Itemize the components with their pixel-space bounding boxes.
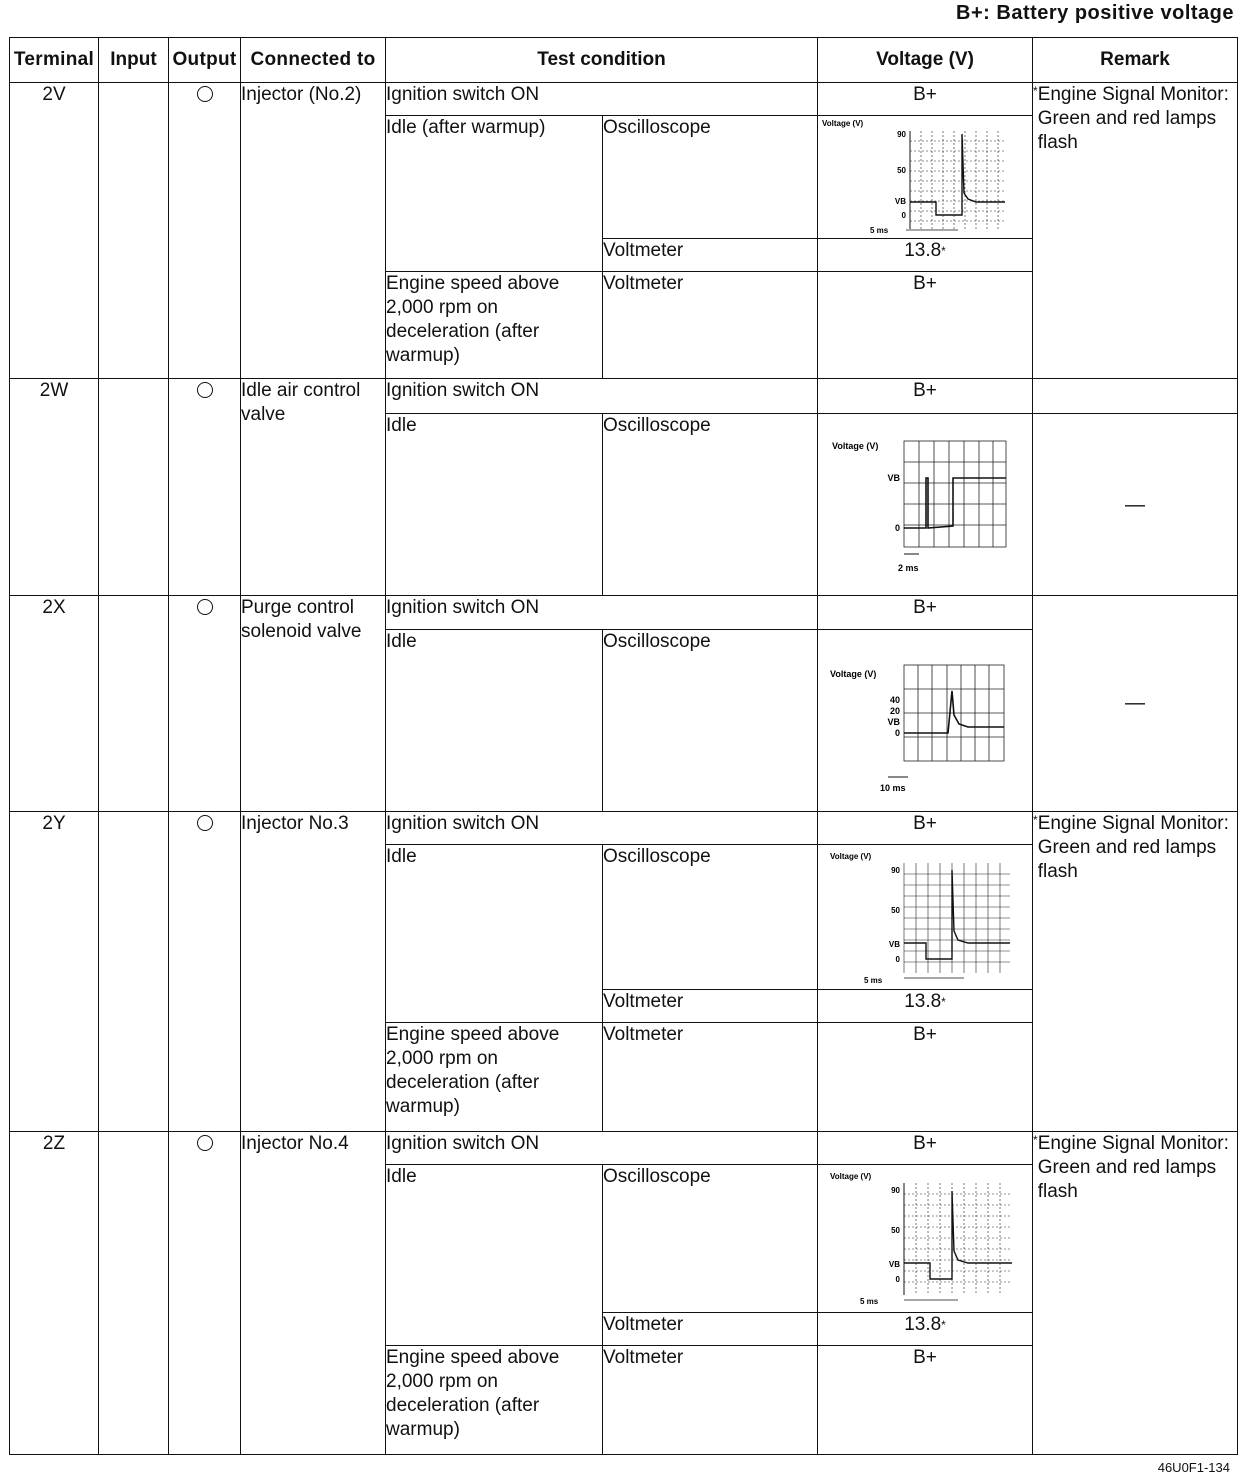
scope-time-label: 10 ms [880, 782, 906, 793]
table-row [10, 83, 1238, 116]
output-cell [169, 596, 241, 811]
terminal-cell: 2Z [10, 1131, 99, 1454]
remark-empty [1033, 378, 1238, 413]
voltage-value: 13.8 [904, 240, 942, 261]
method-voltmeter: Voltmeter [603, 989, 818, 1022]
scope-label-90: 90 [891, 1186, 901, 1196]
injector-waveform-chart [818, 1167, 1033, 1309]
waveform-cell [818, 414, 1033, 596]
purge-waveform-chart [818, 633, 1033, 808]
connected-to-cell: Idle air control valve [241, 378, 386, 595]
output-marker-icon [197, 86, 213, 102]
scope-trace [904, 870, 1010, 959]
output-cell [169, 811, 241, 1131]
method-oscilloscope: Oscilloscope [603, 1164, 818, 1312]
scope-trace [904, 1191, 1012, 1279]
scope-time-label: 5 ms [870, 226, 889, 236]
scope-label-0: 0 [895, 727, 901, 738]
voltage-b-plus: B+ [818, 378, 1033, 413]
scope-time-label: 2 ms [898, 563, 919, 574]
output-cell [169, 378, 241, 595]
input-cell [99, 596, 169, 811]
input-cell [99, 378, 169, 595]
header-row [10, 38, 1238, 83]
remark-cell [1033, 811, 1238, 1131]
voltage-asterisk: * [941, 244, 946, 258]
scope-label-20: 20 [890, 705, 901, 716]
method-voltmeter: Voltmeter [603, 272, 818, 379]
voltage-b-plus: B+ [818, 83, 1033, 116]
condition-idle: Idle [386, 844, 603, 1022]
iac-waveform-chart [818, 417, 1033, 592]
voltage-b-plus: B+ [818, 811, 1033, 844]
scope-label-vb: VB [894, 197, 907, 207]
voltage-b-plus: B+ [818, 596, 1033, 629]
scope-axis-title: Voltage (V) [830, 851, 872, 861]
terminal-cell: 2X [10, 596, 99, 811]
condition-idle: Idle [386, 414, 603, 596]
remark-text: Engine Signal Monitor: Green and red lamps flash [1037, 84, 1229, 153]
remark-asterisk: * [1033, 812, 1038, 827]
connected-to-cell: Injector (No.2) [241, 83, 386, 379]
col-remark: Remark [1033, 38, 1238, 83]
input-cell [99, 1131, 169, 1454]
condition-ignition: Ignition switch ON [386, 811, 818, 844]
scope-label-90: 90 [897, 130, 907, 140]
scope-label-0: 0 [895, 954, 901, 964]
input-cell [99, 83, 169, 379]
table-row [10, 1131, 1238, 1164]
condition-idle-warmup: Idle (after warmup) [386, 116, 603, 272]
table-row [10, 811, 1238, 844]
scope-label-40: 40 [890, 694, 901, 705]
scope-axis-title: Voltage (V) [830, 668, 877, 679]
method-voltmeter: Voltmeter [603, 1312, 818, 1345]
scope-label-0: 0 [895, 523, 901, 534]
scope-label-50: 50 [891, 905, 901, 915]
scope-label-vb: VB [888, 939, 901, 949]
table-row [10, 596, 1238, 629]
voltage-asterisk: * [941, 994, 946, 1009]
output-marker-icon [197, 599, 213, 615]
scope-axis-title: Voltage (V) [832, 441, 879, 452]
condition-deceleration: Engine speed above 2,000 rpm on deceleration (after warmup) [386, 1023, 603, 1132]
scope-axis-title: Voltage (V) [830, 1172, 872, 1182]
scope-time-label: 5 ms [864, 975, 883, 985]
method-voltmeter: Voltmeter [603, 1346, 818, 1455]
voltage-b-plus: B+ [818, 272, 1033, 379]
injector-waveform-chart [818, 117, 1033, 237]
voltage-value: 13.8 [904, 990, 942, 1012]
terminal-cell: 2Y [10, 811, 99, 1131]
method-oscilloscope: Oscilloscope [603, 414, 818, 596]
voltage-reading [818, 989, 1033, 1022]
scope-label-50: 50 [897, 166, 907, 176]
waveform-cell [818, 1164, 1033, 1312]
remark-asterisk: * [1033, 84, 1038, 98]
table-row [10, 378, 1238, 413]
waveform-cell [818, 844, 1033, 989]
scope-axis-title: Voltage (V) [822, 119, 864, 129]
remark-text: Engine Signal Monitor: Green and red lamps flash [1037, 812, 1229, 882]
voltage-asterisk: * [941, 1317, 946, 1332]
voltage-value: 13.8 [904, 1313, 942, 1335]
scope-label-vb: VB [887, 716, 901, 727]
waveform-cell [818, 116, 1033, 239]
condition-ignition: Ignition switch ON [386, 596, 818, 629]
output-marker-icon [197, 382, 213, 398]
output-marker-icon [197, 815, 213, 831]
col-test-condition: Test condition [386, 38, 818, 83]
scope-label-vb: VB [888, 1260, 901, 1270]
method-oscilloscope: Oscilloscope [603, 629, 818, 811]
voltage-b-plus: B+ [818, 1023, 1033, 1132]
remark-cell [1033, 1131, 1238, 1454]
terminal-spec-table [9, 37, 1238, 1455]
remark-text: Engine Signal Monitor: Green and red lamps flash [1037, 1132, 1229, 1202]
scope-label-90: 90 [891, 865, 901, 875]
remark-dash: — [1033, 596, 1238, 811]
scope-label-vb: VB [887, 473, 901, 484]
voltage-b-plus: B+ [818, 1131, 1033, 1164]
condition-idle: Idle [386, 629, 603, 811]
remark-cell [1033, 83, 1238, 379]
condition-deceleration: Engine speed above 2,000 rpm on deceleration (after warmup) [386, 272, 603, 379]
method-oscilloscope: Oscilloscope [603, 844, 818, 989]
col-voltage: Voltage (V) [818, 38, 1033, 83]
col-input: Input [99, 38, 169, 83]
condition-ignition: Ignition switch ON [386, 1131, 818, 1164]
condition-deceleration: Engine speed above 2,000 rpm on deceleration (after warmup) [386, 1346, 603, 1455]
method-voltmeter: Voltmeter [603, 239, 818, 272]
terminal-cell: 2W [10, 378, 99, 595]
scope-label-0: 0 [901, 211, 907, 221]
output-marker-icon [197, 1135, 213, 1151]
terminal-cell: 2V [10, 83, 99, 379]
connected-to-cell: Purge control solenoid valve [241, 596, 386, 811]
scope-trace [910, 134, 1005, 215]
scope-label-0: 0 [895, 1275, 901, 1285]
injector-waveform-chart [818, 847, 1033, 987]
voltage-reading [818, 1312, 1033, 1345]
output-cell [169, 83, 241, 379]
scope-grid [904, 863, 1010, 973]
output-cell [169, 1131, 241, 1454]
voltage-b-plus: B+ [818, 1346, 1033, 1455]
connected-to-cell: Injector No.4 [241, 1131, 386, 1454]
scope-time-label: 5 ms [860, 1297, 879, 1307]
waveform-cell [818, 629, 1033, 811]
scope-grid [904, 441, 1006, 547]
condition-ignition: Ignition switch ON [386, 378, 818, 413]
condition-ignition: Ignition switch ON [386, 83, 818, 116]
col-output: Output [169, 38, 241, 83]
scope-grid [904, 1183, 1012, 1295]
remark-asterisk: * [1033, 1132, 1038, 1147]
col-terminal: Terminal [10, 38, 99, 83]
input-cell [99, 811, 169, 1131]
voltage-reading [818, 239, 1033, 272]
scope-label-50: 50 [891, 1226, 901, 1236]
remark-dash: — [1033, 414, 1238, 596]
document-id: 46U0F1-134 [1157, 1460, 1230, 1475]
connected-to-cell: Injector No.3 [241, 811, 386, 1131]
battery-voltage-note: B+: Battery positive voltage [956, 2, 1234, 24]
method-oscilloscope: Oscilloscope [603, 116, 818, 239]
method-voltmeter: Voltmeter [603, 1023, 818, 1132]
col-connected-to: Connected to [241, 38, 386, 83]
condition-idle: Idle [386, 1164, 603, 1345]
